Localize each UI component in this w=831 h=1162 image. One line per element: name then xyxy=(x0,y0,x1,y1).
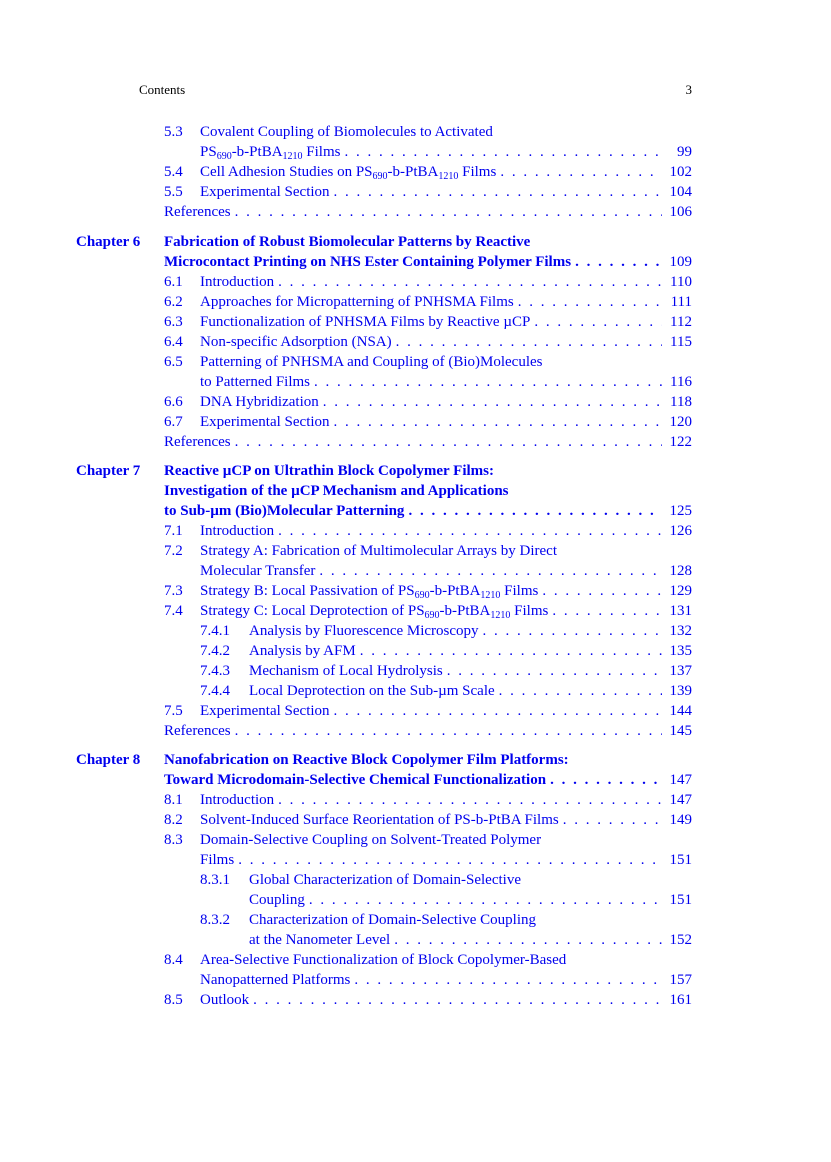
toc-entry-7-5[interactable]: 7.5 Experimental Section . . . 144 xyxy=(164,701,692,721)
toc-entry-6-4[interactable]: 6.4 Non-specific Adsorption (NSA) . . . 115 xyxy=(164,332,692,352)
page-number: 120 xyxy=(669,414,692,430)
page-number: 112 xyxy=(670,314,692,330)
dot-leader xyxy=(231,721,662,741)
dot-leader xyxy=(356,641,662,661)
page-number: 151 xyxy=(669,852,692,868)
page-number: 126 xyxy=(669,523,692,539)
toc-entry-ch7-references[interactable]: References . . . 145 xyxy=(164,721,692,741)
chapter-6-label: Chapter 6 xyxy=(76,234,141,250)
chapter-7-title-line2[interactable]: Investigation of the µCP Mechanism and Applications xyxy=(164,483,509,499)
toc-entry-8-2[interactable]: 8.2 Solvent-Induced Surface Reorientation of PS-b-PtBA Films . . . 149 xyxy=(164,810,692,830)
toc-entry-7-3[interactable]: 7.3 Strategy B: Local Passivation of $PS_{690}-b-PtBA_{1210}$ Films . . . 129 xyxy=(164,581,692,601)
toc-entry-8-4-line1[interactable]: 8.4 Area-Selective Functionalization of Block Copolymer-Based xyxy=(164,952,567,968)
toc-entry-8-3-line1[interactable]: 8.3 Domain-Selective Coupling on Solvent-Treated Polymer xyxy=(164,832,542,848)
page-number: 111 xyxy=(670,294,692,310)
dot-leader xyxy=(231,432,662,452)
page-number: 115 xyxy=(670,334,692,350)
page-number: 151 xyxy=(669,892,692,908)
dot-leader xyxy=(514,292,662,312)
chapter-8-label: Chapter 8 xyxy=(76,752,141,768)
dot-leader xyxy=(274,272,662,292)
toc-entry-6-7[interactable]: 6.7 Experimental Section . . . 120 xyxy=(164,412,692,432)
page-number: 104 xyxy=(669,184,692,200)
page-number: 161 xyxy=(669,992,692,1008)
page-number: 135 xyxy=(669,643,692,659)
toc-entry-7-4-4[interactable]: 7.4.4 Local Deprotection on the Sub-µm Scale . . . 139 xyxy=(200,681,692,701)
page-number: 147 xyxy=(669,792,692,808)
chapter-8-title-line1[interactable]: Nanofabrication on Reactive Block Copolymer Film Platforms: xyxy=(164,752,569,768)
toc-entry-ch6-references[interactable]: References . . . 122 xyxy=(164,432,692,452)
toc-entry-6-6[interactable]: 6.6 DNA Hybridization . . . 118 xyxy=(164,392,692,412)
dot-leader xyxy=(538,581,662,601)
toc-entry-ch5-references[interactable]: References . . . 106 xyxy=(164,202,692,222)
dot-leader xyxy=(305,890,662,910)
dot-leader xyxy=(443,661,662,681)
toc-entry-8-4[interactable]: Nanopatterned Platforms . . . 157 xyxy=(200,970,692,990)
page-number: 129 xyxy=(669,583,692,599)
dot-leader xyxy=(496,162,662,182)
dot-leader xyxy=(330,412,662,432)
dot-leader xyxy=(392,332,662,352)
toc-entry-7-4-2[interactable]: 7.4.2 Analysis by AFM . . . 135 xyxy=(200,641,692,661)
dot-leader xyxy=(330,701,662,721)
chapter-7-title[interactable]: to Sub-µm (Bio)Molecular Patterning . . . 125 xyxy=(164,501,692,521)
dot-leader xyxy=(315,561,662,581)
chapter-7-label: Chapter 7 xyxy=(76,463,141,479)
page-number: 145 xyxy=(669,723,692,739)
page-number: 132 xyxy=(669,623,692,639)
page-number: 99 xyxy=(677,144,692,160)
page-number: 137 xyxy=(669,663,692,679)
toc-entry-6-3[interactable]: 6.3 Functionalization of PNHSMA Films by Reactive µCP . . . 112 xyxy=(164,312,692,332)
running-head-title: Contents xyxy=(139,82,186,97)
toc-entry-8-3-2[interactable]: at the Nanometer Level . . . 152 xyxy=(249,930,692,950)
page-number: 139 xyxy=(669,683,692,699)
page-number: 116 xyxy=(670,374,692,390)
toc-entry-7-2[interactable]: Molecular Transfer . . . 128 xyxy=(200,561,692,581)
dot-leader xyxy=(546,770,662,790)
toc-entry-7-4[interactable]: 7.4 Strategy C: Local Deprotection of $PS_{690}-b-PtBA_{1210}$ Films . . . 131 xyxy=(164,601,692,621)
page-number: 131 xyxy=(669,603,692,619)
toc-entry-6-2[interactable]: 6.2 Approaches for Micropatterning of PNHSMA Films . . . 111 xyxy=(164,292,692,312)
toc-entry-8-1[interactable]: 8.1 Introduction . . . 147 xyxy=(164,790,692,810)
dot-leader xyxy=(310,372,662,392)
page-number: 152 xyxy=(669,932,692,948)
toc-entry-8-5[interactable]: 8.5 Outlook . . . 161 xyxy=(164,990,692,1010)
page-number: 122 xyxy=(669,434,692,450)
toc-entry-5-5[interactable]: 5.5 Experimental Section . . . 104 xyxy=(164,182,692,202)
page-number: 157 xyxy=(669,972,692,988)
dot-leader xyxy=(231,202,662,222)
toc-entry-5-3-line1[interactable]: 5.3 Covalent Coupling of Biomolecules to Activated xyxy=(164,124,493,140)
running-head xyxy=(139,82,692,102)
page-number: 110 xyxy=(670,274,692,290)
toc-entry-8-3-1-line1[interactable]: 8.3.1 Global Characterization of Domain-Selective xyxy=(200,872,521,888)
toc-entry-7-2-line1[interactable]: 7.2 Strategy A: Fabrication of Multimolecular Arrays by Direct xyxy=(164,543,557,559)
page-number: 147 xyxy=(669,772,692,788)
dot-leader xyxy=(404,501,662,521)
page-number: 118 xyxy=(670,394,692,410)
chapter-6-title-line1[interactable]: Fabrication of Robust Biomolecular Patterns by Reactive xyxy=(164,234,531,250)
toc-entry-6-5-line1[interactable]: 6.5 Patterning of PNHSMA and Coupling of (Bio)Molecules xyxy=(164,354,543,370)
toc-entry-6-1[interactable]: 6.1 Introduction . . . 110 xyxy=(164,272,692,292)
running-head-page-number: 3 xyxy=(685,82,692,97)
toc-entry-8-3[interactable]: Films . . . 151 xyxy=(200,850,692,870)
page-number: 106 xyxy=(669,204,692,220)
dot-leader xyxy=(390,930,662,950)
page-number: 102 xyxy=(669,164,692,180)
dot-leader xyxy=(340,142,662,162)
page-number: 144 xyxy=(669,703,692,719)
page-number: 125 xyxy=(669,503,692,519)
dot-leader xyxy=(350,970,662,990)
chapter-6-title[interactable]: Microcontact Printing on NHS Ester Containing Polymer Films . . . 109 xyxy=(164,252,692,272)
toc-entry-8-3-1[interactable]: Coupling . . . 151 xyxy=(249,890,692,910)
dot-leader xyxy=(274,790,662,810)
dot-leader xyxy=(330,182,662,202)
page-number: 128 xyxy=(669,563,692,579)
dot-leader xyxy=(319,392,662,412)
dot-leader xyxy=(274,521,662,541)
toc-entry-5-3[interactable]: $PS_{690}-b-PtBA_{1210}$ Films . . . 99 xyxy=(200,142,692,162)
dot-leader xyxy=(530,312,662,332)
toc-entry-7-4-1[interactable]: 7.4.1 Analysis by Fluorescence Microscopy . . . 132 xyxy=(200,621,692,641)
toc-entry-7-4-3[interactable]: 7.4.3 Mechanism of Local Hydrolysis . . . 137 xyxy=(200,661,692,681)
dot-leader xyxy=(234,850,662,870)
page-number: 109 xyxy=(669,254,692,270)
toc-entry-5-4[interactable]: 5.4 Cell Adhesion Studies on $PS_{690}-b-PtBA_{1210}$ Films . . . 102 xyxy=(164,162,692,182)
dot-leader xyxy=(249,990,662,1010)
page-number: 149 xyxy=(669,812,692,828)
dot-leader xyxy=(495,681,662,701)
chapter-8-title[interactable]: Toward Microdomain-Selective Chemical Functionalization . . . 147 xyxy=(164,770,692,790)
toc-entry-8-3-2-line1[interactable]: 8.3.2 Characterization of Domain-Selective Coupling xyxy=(200,912,536,928)
dot-leader xyxy=(559,810,662,830)
dot-leader xyxy=(548,601,662,621)
toc-entry-7-1[interactable]: 7.1 Introduction . . . 126 xyxy=(164,521,692,541)
dot-leader xyxy=(479,621,662,641)
dot-leader xyxy=(571,252,662,272)
toc-entry-6-5[interactable]: to Patterned Films . . . 116 xyxy=(200,372,692,392)
chapter-7-title-line1[interactable]: Reactive µCP on Ultrathin Block Copolymer Films: xyxy=(164,463,494,479)
